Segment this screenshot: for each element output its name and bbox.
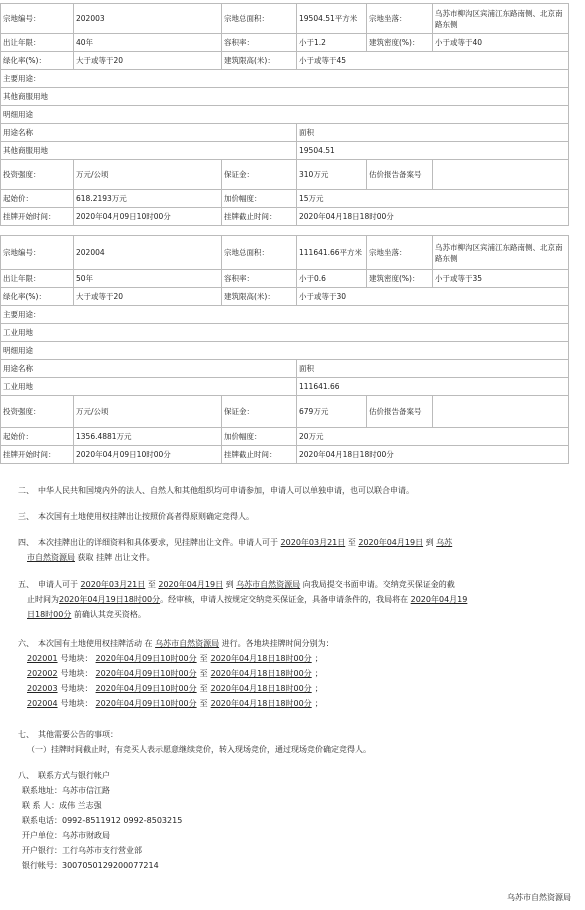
location: 乌苏市柳沟区宾浦江东路南侧、北京南路东侧 — [433, 236, 569, 270]
label-term: 出让年限： — [1, 34, 74, 52]
term: 40年 — [74, 34, 222, 52]
label-height: 建筑限高(米)： — [222, 288, 297, 306]
listing-start: 2020年04月09日10时00分 — [74, 208, 222, 226]
height: 小于或等于45 — [297, 52, 569, 70]
label-location: 宗地坐落： — [367, 236, 433, 270]
label-listing-start: 挂牌开始时间： — [1, 208, 74, 226]
schedule-to: 至 — [199, 699, 208, 708]
s5-confirm-date-part1: 2020年04月19 — [410, 595, 468, 604]
listing-start: 2020年04月09日10时00分 — [74, 446, 222, 464]
s5-text-f: 。经审核，申请人按规定交纳竞买保证金，具备申请条件的，我局将在 — [160, 595, 409, 604]
schedule-label: 号地块： — [60, 654, 93, 663]
schedule-to: 至 — [199, 654, 208, 663]
listing-end: 2020年04月18日18时00分 — [297, 208, 569, 226]
deposit: 310万元 — [297, 160, 367, 190]
label-location: 宗地坐落： — [367, 4, 433, 34]
section-8 — [0, 768, 575, 873]
schedule-end: 2020年04月18日18时00分 — [210, 684, 312, 693]
section-5 — [0, 577, 575, 622]
increment: 15万元 — [297, 190, 569, 208]
main-use: 主要用途： — [1, 70, 569, 88]
s7-item: （一）挂牌时间截止时，有竞买人表示愿意继续竞价，转入现场竞价，通过现场竞价确定竞得人。 — [27, 745, 371, 754]
s8-contact-list — [0, 783, 575, 873]
s5-date-start: 2020年03月21日 — [80, 580, 146, 589]
green: 大于或等于20 — [74, 288, 222, 306]
s5-at: 到 — [225, 580, 234, 589]
far: 小于1.2 — [297, 34, 367, 52]
eval — [433, 160, 569, 190]
label-listing-end: 挂牌截止时间： — [222, 208, 297, 226]
label-listing-end: 挂牌截止时间： — [222, 446, 297, 464]
invest: 万元/公顷 — [74, 396, 222, 428]
s5-text-e: 止时间为 — [27, 595, 59, 604]
label-parcel-id: 宗地编号： — [1, 236, 74, 270]
schedule-end: 2020年04月18日18时00分 — [210, 669, 312, 678]
section-3-text: 三、 本次国有土地使用权挂牌出让按照价高者得原则确定竞得人。 — [18, 512, 254, 521]
s5-deadline: 2020年04月19日18时00分 — [59, 595, 161, 604]
schedule-start: 2020年04月09日10时00分 — [95, 669, 197, 678]
label-total-area: 宗地总面积： — [222, 4, 297, 34]
label-invest: 投资强度： — [1, 396, 74, 428]
label-term: 出让年限： — [1, 270, 74, 288]
label-eval: 估价报告备案号 — [367, 396, 433, 428]
s6-text-a: 六、 本次国有土地使用权挂牌活动 在 — [18, 639, 153, 648]
label-deposit: 保证金： — [222, 396, 297, 428]
contact-line: 联 系 人：成伟 兰志强 — [22, 801, 102, 810]
listing-end: 2020年04月18日18时00分 — [297, 446, 569, 464]
schedule-row — [0, 651, 575, 666]
section-4 — [0, 535, 575, 565]
label-density: 建筑密度(%)： — [367, 34, 433, 52]
s8-title: 八、 联系方式与银行帐户 — [18, 771, 110, 780]
increment: 20万元 — [297, 428, 569, 446]
section-3 — [0, 509, 575, 524]
label-deposit: 保证金： — [222, 160, 297, 190]
s5-text-a: 五、 申请人可于 — [18, 580, 78, 589]
section-6 — [0, 636, 575, 711]
contact-line: 联系电话：0992-8511912 0992-8503215 — [22, 816, 183, 825]
use-name: 其他商服用地 — [1, 142, 297, 160]
far: 小于0.6 — [297, 270, 367, 288]
schedule-punct: ； — [314, 654, 323, 663]
s5-text-d: 向我局提交书面申请。交纳竞买保证金的截 — [302, 580, 455, 589]
schedule-parcel-id: 202001 — [27, 654, 58, 663]
use-name: 工业用地 — [1, 378, 297, 396]
contact-line: 银行帐号：3007050129200077214 — [22, 861, 159, 870]
label-green: 绿化率(%)： — [1, 288, 74, 306]
section-2 — [0, 483, 575, 498]
main-use: 主要用途： — [1, 306, 569, 324]
s6-schedule — [0, 651, 575, 711]
invest: 万元/公顷 — [74, 160, 222, 190]
label-far: 容积率： — [222, 270, 297, 288]
s4-org-part1: 乌苏 — [436, 538, 453, 547]
schedule-start: 2020年04月09日10时00分 — [95, 684, 197, 693]
detail-use: 明细用途 — [1, 106, 569, 124]
s7-title: 七、 其他需要公告的事项： — [18, 730, 118, 739]
schedule-parcel-id: 202002 — [27, 669, 58, 678]
schedule-punct: ； — [314, 669, 323, 678]
main-use-value: 其他商服用地 — [1, 88, 569, 106]
label-invest: 投资强度： — [1, 160, 74, 190]
label-total-area: 宗地总面积： — [222, 236, 297, 270]
contact-line: 联系地址：乌苏市信江路 — [22, 786, 110, 795]
schedule-row — [0, 681, 575, 696]
schedule-punct: ； — [314, 699, 323, 708]
parcel-table-2 — [0, 235, 569, 464]
density: 小于或等于40 — [433, 34, 569, 52]
eval — [433, 396, 569, 428]
schedule-label: 号地块： — [60, 669, 93, 678]
section-7 — [0, 727, 575, 757]
total-area: 19504.51平方米 — [297, 4, 367, 34]
green: 大于或等于20 — [74, 52, 222, 70]
start-price: 618.2193万元 — [74, 190, 222, 208]
s4-date-start: 2020年03月21日 — [280, 538, 346, 547]
label-green: 绿化率(%)： — [1, 52, 74, 70]
label-increment: 加价幅度： — [222, 428, 297, 446]
label-parcel-id: 宗地编号： — [1, 4, 74, 34]
start-price: 1356.4881万元 — [74, 428, 222, 446]
contact-line: 开户单位：乌苏市财政局 — [22, 831, 110, 840]
location: 乌苏市柳沟区宾浦江东路南侧、北京南路东侧 — [433, 4, 569, 34]
s4-org-part2: 市自然资源局 — [27, 553, 75, 562]
schedule-start: 2020年04月09日10时00分 — [95, 654, 197, 663]
total-area: 111641.66平方米 — [297, 236, 367, 270]
area-header: 面积 — [297, 124, 569, 142]
deposit: 679万元 — [297, 396, 367, 428]
schedule-row — [0, 666, 575, 681]
schedule-start: 2020年04月09日10时00分 — [95, 699, 197, 708]
contact-line: 开户银行：工行乌苏市支行营业部 — [22, 846, 142, 855]
s5-text-g: 前确认其竞买资格。 — [73, 610, 146, 619]
label-far: 容积率： — [222, 34, 297, 52]
s4-text-a: 四、 本次挂牌出让的详细资料和具体要求，见挂牌出让文件。申请人可于 — [18, 538, 278, 547]
s4-to: 至 — [347, 538, 356, 547]
s6-text-b: 进行。各地块挂牌时间分别为： — [221, 639, 334, 648]
s6-org: 乌苏市自然资源局 — [155, 639, 220, 648]
label-height: 建筑限高(米)： — [222, 52, 297, 70]
use-name-header: 用途名称 — [1, 360, 297, 378]
s4-at: 到 — [425, 538, 434, 547]
label-eval: 估价报告备案号 — [367, 160, 433, 190]
label-increment: 加价幅度： — [222, 190, 297, 208]
label-start-price: 起始价： — [1, 428, 74, 446]
label-listing-start: 挂牌开始时间： — [1, 446, 74, 464]
schedule-row — [0, 696, 575, 711]
s5-date-end: 2020年04月19日 — [158, 580, 224, 589]
section-2-text: 二、 中华人民共和国境内外的法人、自然人和其他组织均可申请参加，申请人可以单独申请，也可以联合申请。 — [18, 486, 414, 495]
label-density: 建筑密度(%)： — [367, 270, 433, 288]
use-area: 111641.66 — [297, 378, 569, 396]
s4-date-end: 2020年04月19日 — [358, 538, 424, 547]
term: 50年 — [74, 270, 222, 288]
parcel-id: 202003 — [74, 4, 222, 34]
schedule-punct: ； — [314, 684, 323, 693]
schedule-label: 号地块： — [60, 684, 93, 693]
s5-org: 乌苏市自然资源局 — [236, 580, 301, 589]
detail-use: 明细用途 — [1, 342, 569, 360]
height: 小于或等于30 — [297, 288, 569, 306]
schedule-label: 号地块： — [60, 699, 93, 708]
s5-confirm-date-part2: 日18时00分 — [27, 610, 72, 619]
area-header: 面积 — [297, 360, 569, 378]
s4-text-e: 获取 挂牌 出让文件。 — [77, 553, 155, 562]
schedule-to: 至 — [199, 669, 208, 678]
signature: 乌苏市自然资源局 — [507, 893, 571, 902]
schedule-parcel-id: 202004 — [27, 699, 58, 708]
schedule-to: 至 — [199, 684, 208, 693]
main-use-value: 工业用地 — [1, 324, 569, 342]
s5-to: 至 — [147, 580, 156, 589]
schedule-parcel-id: 202003 — [27, 684, 58, 693]
use-area: 19504.51 — [297, 142, 569, 160]
parcel-table-1 — [0, 3, 569, 226]
density: 小于或等于35 — [433, 270, 569, 288]
schedule-end: 2020年04月18日18时00分 — [210, 654, 312, 663]
schedule-end: 2020年04月18日18时00分 — [210, 699, 312, 708]
use-name-header: 用途名称 — [1, 124, 297, 142]
parcel-id: 202004 — [74, 236, 222, 270]
label-start-price: 起始价： — [1, 190, 74, 208]
